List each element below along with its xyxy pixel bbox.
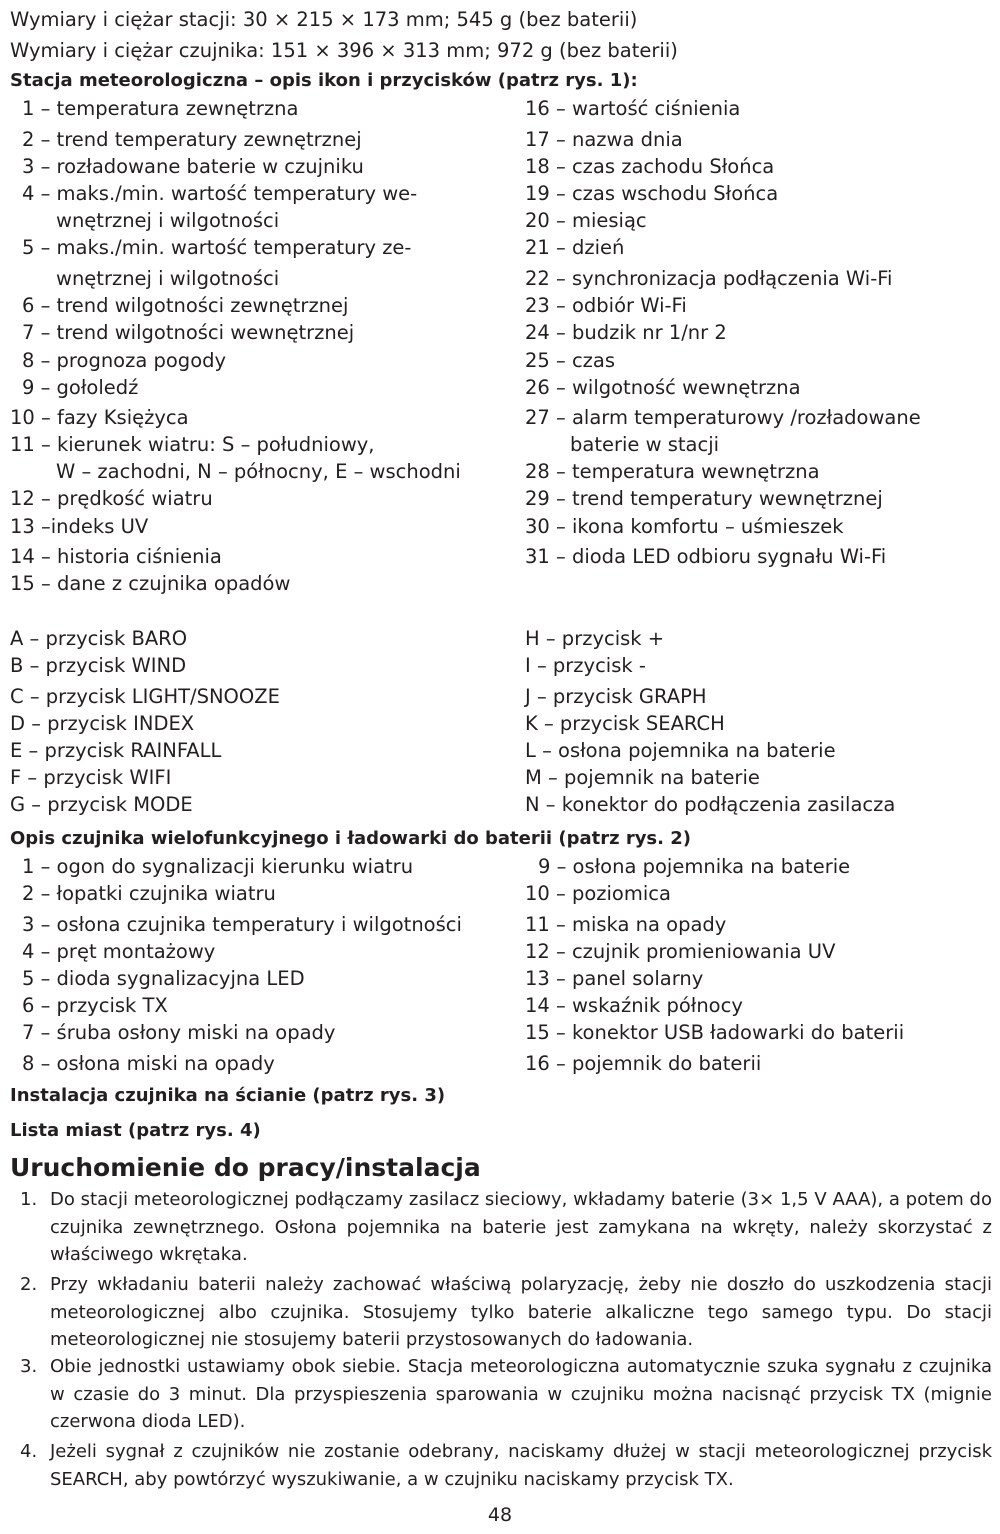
list-item: 14 – wskaźnik północy bbox=[525, 994, 743, 1017]
list-item: 1 – temperatura zewnętrzna bbox=[22, 97, 299, 120]
list-item: W – zachodni, N – północny, E – wschodni bbox=[56, 460, 461, 483]
list-item: 19 – czas wschodu Słońca bbox=[525, 182, 779, 205]
list-item: J – przycisk GRAPH bbox=[525, 685, 707, 708]
list-item: L – osłona pojemnika na baterie bbox=[525, 739, 836, 762]
step-4 bbox=[20, 1438, 992, 1493]
list-item: 3 – osłona czujnika temperatury i wilgotności bbox=[22, 913, 462, 936]
list-item: 21 – dzień bbox=[525, 236, 625, 259]
list-item: 11 – kierunek wiatru: S – południowy, bbox=[10, 433, 375, 456]
list-item: 27 – alarm temperaturowy /rozładowane bbox=[525, 406, 921, 429]
list-item: 29 – trend temperatury wewnętrznej bbox=[525, 487, 883, 510]
list-item: 14 – historia ciśnienia bbox=[10, 545, 222, 568]
list-item: 3 – rozładowane baterie w czujniku bbox=[22, 155, 364, 178]
list-item: 6 – trend wilgotności zewnętrznej bbox=[22, 294, 349, 317]
step-number: 3. bbox=[20, 1356, 38, 1377]
list-item: I – przycisk - bbox=[525, 654, 646, 677]
list-item: baterie w stacji bbox=[570, 433, 720, 456]
cities-heading: Lista miast (patrz rys. 4) bbox=[10, 1120, 261, 1141]
step-3 bbox=[20, 1353, 992, 1436]
list-item: H – przycisk + bbox=[525, 627, 665, 650]
list-item: 1 – ogon do sygnalizacji kierunku wiatru bbox=[22, 855, 414, 878]
spec-sensor: Wymiary i ciężar czujnika: 151 × 396 × 313 mm; 972 g (bez baterii) bbox=[10, 39, 678, 62]
list-item: N – konektor do podłączenia zasilacza bbox=[525, 793, 896, 816]
list-item: 10 – poziomica bbox=[525, 882, 671, 905]
step-text: Przy wkładaniu baterii należy zachować właściwą polaryzację, żeby nie doszło do uszkodzenia stacji meteorologicznej albo czujnika. Stosujemy tylko baterie alkaliczne tego samego typu. Do stacji meteorologicznej nie stosujemy baterii przystosowanych do ładowania. bbox=[50, 1274, 992, 1350]
list-item: D – przycisk INDEX bbox=[10, 712, 195, 735]
list-item: 2 – łopatki czujnika wiatru bbox=[22, 882, 276, 905]
step-number: 4. bbox=[20, 1441, 38, 1462]
list-item: 9 – osłona pojemnika na baterie bbox=[538, 855, 851, 878]
list-item: 7 – śruba osłony miski na opady bbox=[22, 1021, 336, 1044]
list-item: 5 – dioda sygnalizacyjna LED bbox=[22, 967, 305, 990]
list-item: E – przycisk RAINFALL bbox=[10, 739, 222, 762]
list-item: 4 – maks./min. wartość temperatury we- bbox=[22, 182, 418, 205]
list-item: 28 – temperatura wewnętrzna bbox=[525, 460, 820, 483]
list-item: C – przycisk LIGHT/SNOOZE bbox=[10, 685, 280, 708]
list-item: B – przycisk WIND bbox=[10, 654, 187, 677]
list-item: A – przycisk BARO bbox=[10, 627, 188, 650]
list-item: 30 – ikona komfortu – uśmieszek bbox=[525, 515, 844, 538]
list-item: M – pojemnik na baterie bbox=[525, 766, 760, 789]
list-item: 8 – prognoza pogody bbox=[22, 349, 227, 372]
list-item: 22 – synchronizacja podłączenia Wi-Fi bbox=[525, 267, 893, 290]
spec-station: Wymiary i ciężar stacji: 30 × 215 × 173 mm; 545 g (bez baterii) bbox=[10, 8, 638, 31]
list-item: 17 – nazwa dnia bbox=[525, 128, 683, 151]
list-item: 16 – wartość ciśnienia bbox=[525, 97, 741, 120]
list-item: 2 – trend temperatury zewnętrznej bbox=[22, 128, 362, 151]
list-item: 13 –indeks UV bbox=[10, 515, 149, 538]
list-item: wnętrznej i wilgotności bbox=[56, 209, 280, 232]
step-2 bbox=[20, 1271, 992, 1354]
sensor-heading: Opis czujnika wielofunkcyjnego i ładowarki do baterii (patrz rys. 2) bbox=[10, 828, 692, 849]
list-item: F – przycisk WIFI bbox=[10, 766, 172, 789]
list-item: 12 – czujnik promieniowania UV bbox=[525, 940, 836, 963]
step-text: Do stacji meteorologicznej podłączamy zasilacz sieciowy, wkładamy baterie (3× 1,5 V AAA), a potem do czujnika zewnętrznego. Osłona pojemnika na baterie jest zamykana na wkręty, należy skorzystać z właściwego wkrętaka. bbox=[50, 1189, 992, 1265]
list-item: 20 – miesiąc bbox=[525, 209, 647, 232]
list-item: 24 – budzik nr 1/nr 2 bbox=[525, 321, 727, 344]
list-item: 12 – prędkość wiatru bbox=[10, 487, 213, 510]
list-item: 23 – odbiór Wi-Fi bbox=[525, 294, 687, 317]
station-heading: Stacja meteorologiczna – opis ikon i przycisków (patrz rys. 1): bbox=[10, 70, 638, 91]
list-item: 15 – dane z czujnika opadów bbox=[10, 572, 291, 595]
step-1 bbox=[20, 1186, 992, 1269]
list-item: 15 – konektor USB ładowarki do baterii bbox=[525, 1021, 905, 1044]
list-item: 6 – przycisk TX bbox=[22, 994, 168, 1017]
list-item: K – przycisk SEARCH bbox=[525, 712, 725, 735]
list-item: 7 – trend wilgotności wewnętrznej bbox=[22, 321, 355, 344]
list-item: 26 – wilgotność wewnętrzna bbox=[525, 376, 801, 399]
list-item: 16 – pojemnik do baterii bbox=[525, 1052, 762, 1075]
step-text: Obie jednostki ustawiamy obok siebie. Stacja meteorologiczna automatycznie szuka sygnału z czujnika w czasie do 3 minut. Dla przyspieszenia sparowania w czujniku można nacisnąć przycisk TX (mignie czerwona dioda LED). bbox=[50, 1356, 992, 1432]
list-item: 18 – czas zachodu Słońca bbox=[525, 155, 775, 178]
list-item: 9 – gołoledź bbox=[22, 376, 139, 399]
list-item: wnętrznej i wilgotności bbox=[56, 267, 280, 290]
page-number: 48 bbox=[487, 1504, 513, 1526]
list-item: 8 – osłona miski na opady bbox=[22, 1052, 275, 1075]
list-item: 5 – maks./min. wartość temperatury ze- bbox=[22, 236, 412, 259]
list-item: 31 – dioda LED odbioru sygnału Wi-Fi bbox=[525, 545, 887, 568]
step-number: 1. bbox=[20, 1189, 38, 1210]
wall-install-heading: Instalacja czujnika na ścianie (patrz rys. 3) bbox=[10, 1085, 446, 1106]
list-item: 11 – miska na opady bbox=[525, 913, 727, 936]
list-item: 10 – fazy Księżyca bbox=[10, 406, 189, 429]
step-number: 2. bbox=[20, 1274, 38, 1295]
list-item: G – przycisk MODE bbox=[10, 793, 193, 816]
list-item: 25 – czas bbox=[525, 349, 616, 372]
section-title: Uruchomienie do pracy/instalacja bbox=[10, 1153, 481, 1182]
step-text: Jeżeli sygnał z czujników nie zostanie odebrany, naciskamy dłużej w stacji meteorologicznej przycisk SEARCH, aby powtórzyć wyszukiwanie, a w czujniku naciskamy przycisk TX. bbox=[50, 1441, 992, 1490]
list-item: 4 – pręt montażowy bbox=[22, 940, 216, 963]
list-item: 13 – panel solarny bbox=[525, 967, 704, 990]
